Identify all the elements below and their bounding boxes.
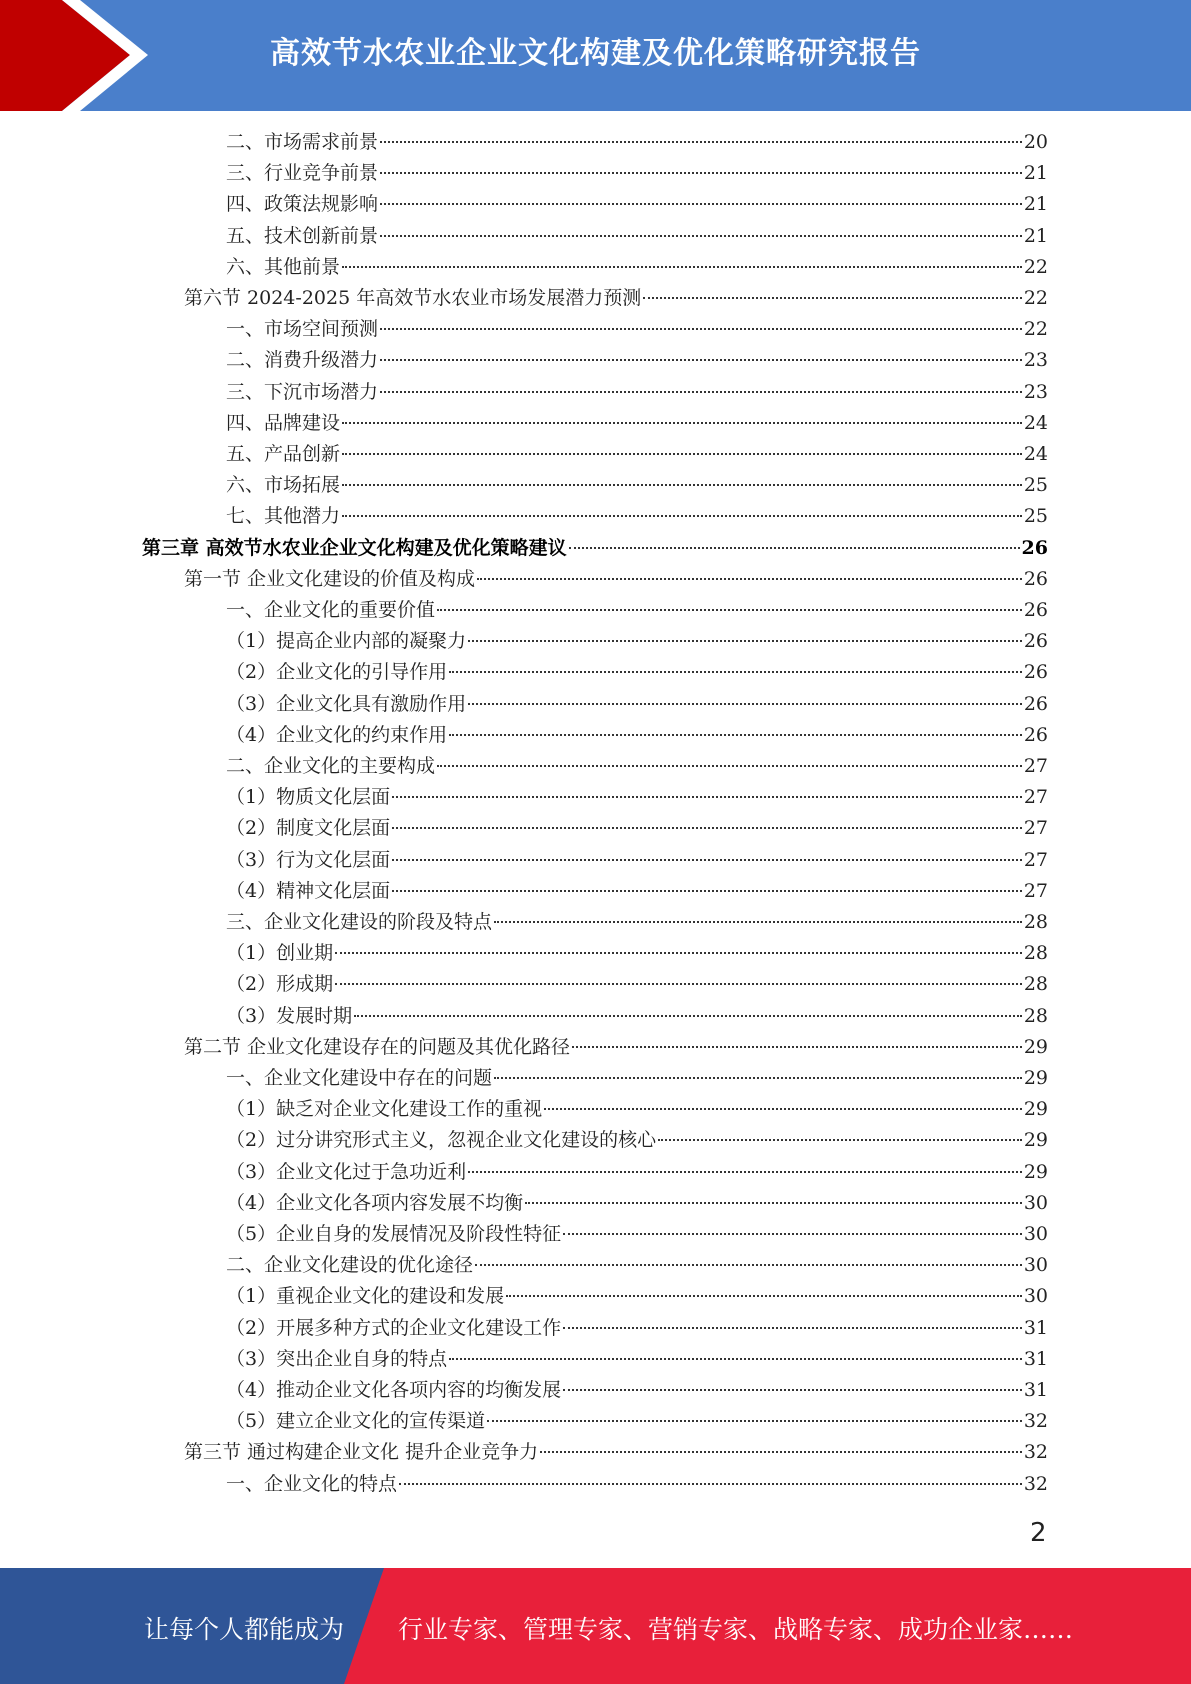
toc-dot-leader (563, 1327, 1022, 1329)
toc-dot-leader (335, 983, 1022, 985)
toc-entry[interactable] (184, 283, 1048, 314)
toc-dot-leader (525, 1202, 1022, 1204)
toc-entry-page: 26 (1023, 567, 1048, 590)
toc-entry-page: 31 (1023, 1379, 1048, 1401)
toc-entry-page: 28 (1023, 911, 1048, 933)
toc-entry-page: 28 (1023, 973, 1048, 996)
toc-dot-leader (572, 1046, 1022, 1048)
toc-entry-page: 27 (1023, 848, 1048, 871)
toc-entry-page: 26 (1023, 661, 1048, 684)
toc-entry-title: 二、企业文化建设的优化途径 (226, 1254, 474, 1277)
toc-entry-page: 24 (1023, 443, 1048, 465)
toc-entry-page: 27 (1023, 879, 1048, 902)
toc-dot-leader (354, 1015, 1022, 1017)
toc-entry-page: 26 (1023, 630, 1048, 653)
toc-dot-leader (544, 1108, 1022, 1110)
toc-dot-leader (494, 1077, 1022, 1079)
toc-dot-leader (468, 703, 1022, 705)
toc-dot-leader (380, 359, 1022, 361)
toc-entry[interactable] (226, 1406, 1048, 1437)
toc-entry-title: 一、企业文化的重要价值 (226, 599, 436, 621)
toc-entry-page: 27 (1023, 817, 1048, 840)
toc-entry[interactable] (226, 657, 1048, 688)
toc-entry[interactable] (226, 1125, 1048, 1156)
toc-entry-title: 一、企业文化的特点 (226, 1472, 398, 1495)
toc-entry[interactable] (226, 345, 1048, 376)
toc-entry[interactable] (226, 314, 1048, 345)
toc-dot-leader (342, 484, 1022, 486)
toc-dot-leader (506, 1295, 1022, 1297)
toc-entry-page: 26 (1021, 536, 1048, 559)
toc-entry[interactable] (226, 189, 1048, 220)
toc-entry-page: 32 (1023, 1410, 1048, 1433)
toc-entry-title: （2）形成期 (226, 973, 334, 996)
toc-entry-title: 一、市场空间预测 (226, 318, 379, 341)
toc-dot-leader (437, 609, 1022, 611)
toc-entry[interactable] (226, 595, 1048, 626)
footer-slogan-left: 让每个人都能成为 (144, 1615, 345, 1644)
toc-entry-page: 23 (1023, 380, 1048, 403)
toc-entry-title: 五、产品创新 (226, 443, 341, 465)
toc-entry[interactable] (226, 1188, 1048, 1219)
toc-entry-title: 第一节 企业文化建设的价值及构成 (184, 567, 476, 590)
toc-entry[interactable] (184, 1032, 1048, 1063)
toc-entry[interactable] (226, 127, 1048, 158)
toc-entry-title: 一、企业文化建设中存在的问题 (226, 1067, 493, 1089)
toc-dot-leader (380, 235, 1022, 237)
toc-dot-leader (563, 1389, 1022, 1391)
toc-entry-title: （4）企业文化的约束作用 (226, 723, 448, 746)
toc-dot-leader (380, 141, 1022, 143)
toc-entry-page: 21 (1023, 193, 1048, 216)
toc-entry-page: 25 (1023, 505, 1048, 528)
toc-entry-title: （2）开展多种方式的企业文化建设工作 (226, 1316, 562, 1339)
toc-entry-page: 32 (1023, 1441, 1048, 1464)
toc-dot-leader (449, 734, 1022, 736)
page-footer (0, 1568, 1191, 1684)
toc-dot-leader (392, 859, 1022, 861)
toc-entry-page: 32 (1023, 1472, 1048, 1495)
toc-entry-title: （3）突出企业自身的特点 (226, 1347, 448, 1370)
toc-dot-leader (487, 1420, 1022, 1422)
toc-entry-title: 三、行业竞争前景 (226, 162, 379, 185)
toc-entry[interactable] (226, 252, 1048, 283)
toc-entry-title: （5）企业自身的发展情况及阶段性特征 (226, 1223, 562, 1245)
toc-entry-title: 三、下沉市场潜力 (226, 380, 379, 403)
toc-entry-page: 25 (1023, 474, 1048, 497)
toc-entry-page: 21 (1023, 224, 1048, 247)
toc-entry[interactable] (226, 470, 1048, 501)
toc-entry[interactable] (226, 408, 1048, 439)
toc-entry-page: 31 (1023, 1316, 1048, 1339)
toc-entry[interactable] (226, 689, 1048, 720)
toc-entry-page: 27 (1023, 755, 1048, 777)
toc-entry-title: 二、市场需求前景 (226, 131, 379, 153)
toc-entry-title: （3）企业文化具有激励作用 (226, 692, 467, 715)
toc-entry-page: 26 (1023, 692, 1048, 715)
toc-dot-leader (380, 328, 1022, 330)
toc-dot-leader (643, 297, 1022, 299)
toc-dot-leader (468, 640, 1022, 642)
toc-dot-leader (392, 890, 1022, 892)
toc-entry[interactable] (226, 751, 1048, 782)
toc-entry-page: 29 (1023, 1067, 1048, 1089)
toc-dot-leader (437, 765, 1022, 767)
toc-entry-page: 29 (1023, 1160, 1048, 1183)
toc-entry[interactable] (184, 564, 1048, 595)
toc-entry-page: 22 (1023, 255, 1048, 278)
toc-entry-page: 29 (1023, 1129, 1048, 1152)
toc-entry[interactable] (226, 1281, 1048, 1312)
toc-entry-title: （4）企业文化各项内容发展不均衡 (226, 1191, 524, 1214)
toc-dot-leader (380, 172, 1022, 174)
toc-entry-title: （3）行为文化层面 (226, 848, 391, 871)
toc-entry-title: 六、市场拓展 (226, 474, 341, 497)
toc-entry-title: （2）制度文化层面 (226, 817, 391, 840)
toc-entry[interactable] (226, 813, 1048, 844)
toc-entry-title: （4）精神文化层面 (226, 879, 391, 902)
toc-entry-title: 四、品牌建设 (226, 411, 341, 434)
toc-dot-leader (449, 671, 1022, 673)
toc-entry-page: 21 (1023, 162, 1048, 185)
toc-entry[interactable] (226, 938, 1048, 969)
toc-entry[interactable] (226, 782, 1048, 813)
toc-entry-page: 23 (1023, 349, 1048, 372)
toc-entry-page: 28 (1023, 1004, 1048, 1027)
toc-entry[interactable] (226, 720, 1048, 751)
toc-entry-page: 30 (1023, 1223, 1048, 1245)
toc-entry-page: 24 (1023, 411, 1048, 434)
toc-entry-title: 第三节 通过构建企业文化 提升企业竞争力 (184, 1441, 539, 1464)
toc-entry[interactable] (226, 626, 1048, 657)
toc-entry[interactable] (226, 876, 1048, 907)
toc-entry[interactable] (226, 845, 1048, 876)
report-title: 高效节水农业企业文化构建及优化策略研究报告 (270, 36, 921, 71)
toc-entry-title: 第二节 企业文化建设存在的问题及其优化路径 (184, 1035, 571, 1058)
toc-dot-leader (563, 1233, 1022, 1235)
toc-dot-leader (494, 921, 1022, 923)
toc-entry[interactable] (226, 1157, 1048, 1188)
toc-entry-title: （1）创业期 (226, 942, 334, 965)
toc-entry[interactable] (226, 1219, 1048, 1250)
toc-entry-title: （4）推动企业文化各项内容的均衡发展 (226, 1379, 562, 1401)
toc-dot-leader (658, 1139, 1022, 1141)
toc-entry-title: （1）提高企业内部的凝聚力 (226, 630, 467, 653)
toc-entry-page: 28 (1023, 942, 1048, 965)
toc-entry[interactable] (226, 1313, 1048, 1344)
toc-dot-leader (380, 203, 1022, 205)
toc-entry-title: （5）建立企业文化的宣传渠道 (226, 1410, 486, 1433)
toc-entry-title: （1）缺乏对企业文化建设工作的重视 (226, 1098, 543, 1121)
toc-entry-title: 二、企业文化的主要构成 (226, 755, 436, 777)
toc-dot-leader (342, 515, 1022, 517)
toc-entry-title: 第三章 高效节水农业企业文化构建及优化策略建议 (142, 536, 567, 559)
toc-entry-title: （1）物质文化层面 (226, 786, 391, 809)
toc-entry[interactable] (226, 1250, 1048, 1281)
toc-entry[interactable] (226, 1344, 1048, 1375)
toc-entry-title: 二、消费升级潜力 (226, 349, 379, 372)
toc-entry-page: 29 (1023, 1035, 1048, 1058)
toc-dot-leader (477, 578, 1022, 580)
toc-entry-page: 29 (1023, 1098, 1048, 1121)
toc-entry[interactable] (226, 501, 1048, 532)
footer-slogan-right: 行业专家、管理专家、营销专家、战略专家、成功企业家…… (398, 1615, 1074, 1644)
toc-dot-leader (392, 796, 1022, 798)
toc-entry[interactable] (226, 907, 1048, 938)
toc-entry[interactable] (226, 158, 1048, 189)
toc-entry-title: （2）企业文化的引导作用 (226, 661, 448, 684)
toc-dot-leader (380, 391, 1022, 393)
toc-entry-title: （2）过分讲究形式主义，忽视企业文化建设的核心 (226, 1129, 657, 1152)
toc-entry[interactable] (226, 1375, 1048, 1406)
toc-dot-leader (342, 453, 1022, 455)
toc-entry-page: 22 (1023, 318, 1048, 341)
toc-entry[interactable] (226, 969, 1048, 1000)
toc-dot-leader (342, 266, 1022, 268)
toc-entry[interactable] (142, 533, 1048, 564)
toc-entry-page: 26 (1023, 723, 1048, 746)
toc-entry-title: 四、政策法规影响 (226, 193, 379, 216)
toc-entry[interactable] (226, 1469, 1048, 1500)
toc-entry[interactable] (226, 1001, 1048, 1032)
toc-dot-leader (335, 952, 1022, 954)
toc-entry[interactable] (226, 377, 1048, 408)
toc-dot-leader (399, 1483, 1022, 1485)
toc-entry-page: 30 (1023, 1254, 1048, 1277)
page-number: 2 (1030, 1518, 1047, 1548)
toc-entry-title: 第六节 2024-2025 年高效节水农业市场发展潜力预测 (184, 287, 642, 309)
toc-dot-leader (342, 422, 1022, 424)
page-header (0, 0, 1191, 111)
toc-entry-title: （1）重视企业文化的建设和发展 (226, 1285, 505, 1308)
toc-entry-page: 26 (1023, 599, 1048, 621)
toc-entry[interactable] (226, 1094, 1048, 1125)
toc-entry-page: 31 (1023, 1347, 1048, 1370)
toc-entry-title: （3）企业文化过于急功近利 (226, 1160, 467, 1183)
toc-dot-leader (569, 547, 1020, 549)
toc-entry-page: 30 (1023, 1285, 1048, 1308)
toc-entry-title: 七、其他潜力 (226, 505, 341, 528)
toc-entry[interactable] (226, 439, 1048, 470)
toc-dot-leader (449, 1358, 1022, 1360)
toc-dot-leader (392, 827, 1022, 829)
toc-entry-page: 27 (1023, 786, 1048, 809)
toc-entry[interactable] (184, 1437, 1048, 1468)
toc-entry-title: （3）发展时期 (226, 1004, 353, 1027)
toc-entry-title: 五、技术创新前景 (226, 224, 379, 247)
toc-entry-page: 20 (1023, 131, 1048, 153)
toc-entry-title: 三、企业文化建设的阶段及特点 (226, 911, 493, 933)
toc-dot-leader (475, 1264, 1022, 1266)
toc-entry-title: 六、其他前景 (226, 255, 341, 278)
toc-dot-leader (540, 1451, 1022, 1453)
toc-entry-page: 30 (1023, 1191, 1048, 1214)
toc-entry[interactable] (226, 221, 1048, 252)
toc-dot-leader (468, 1171, 1022, 1173)
toc-entry-page: 22 (1023, 287, 1048, 309)
toc-entry[interactable] (226, 1063, 1048, 1094)
